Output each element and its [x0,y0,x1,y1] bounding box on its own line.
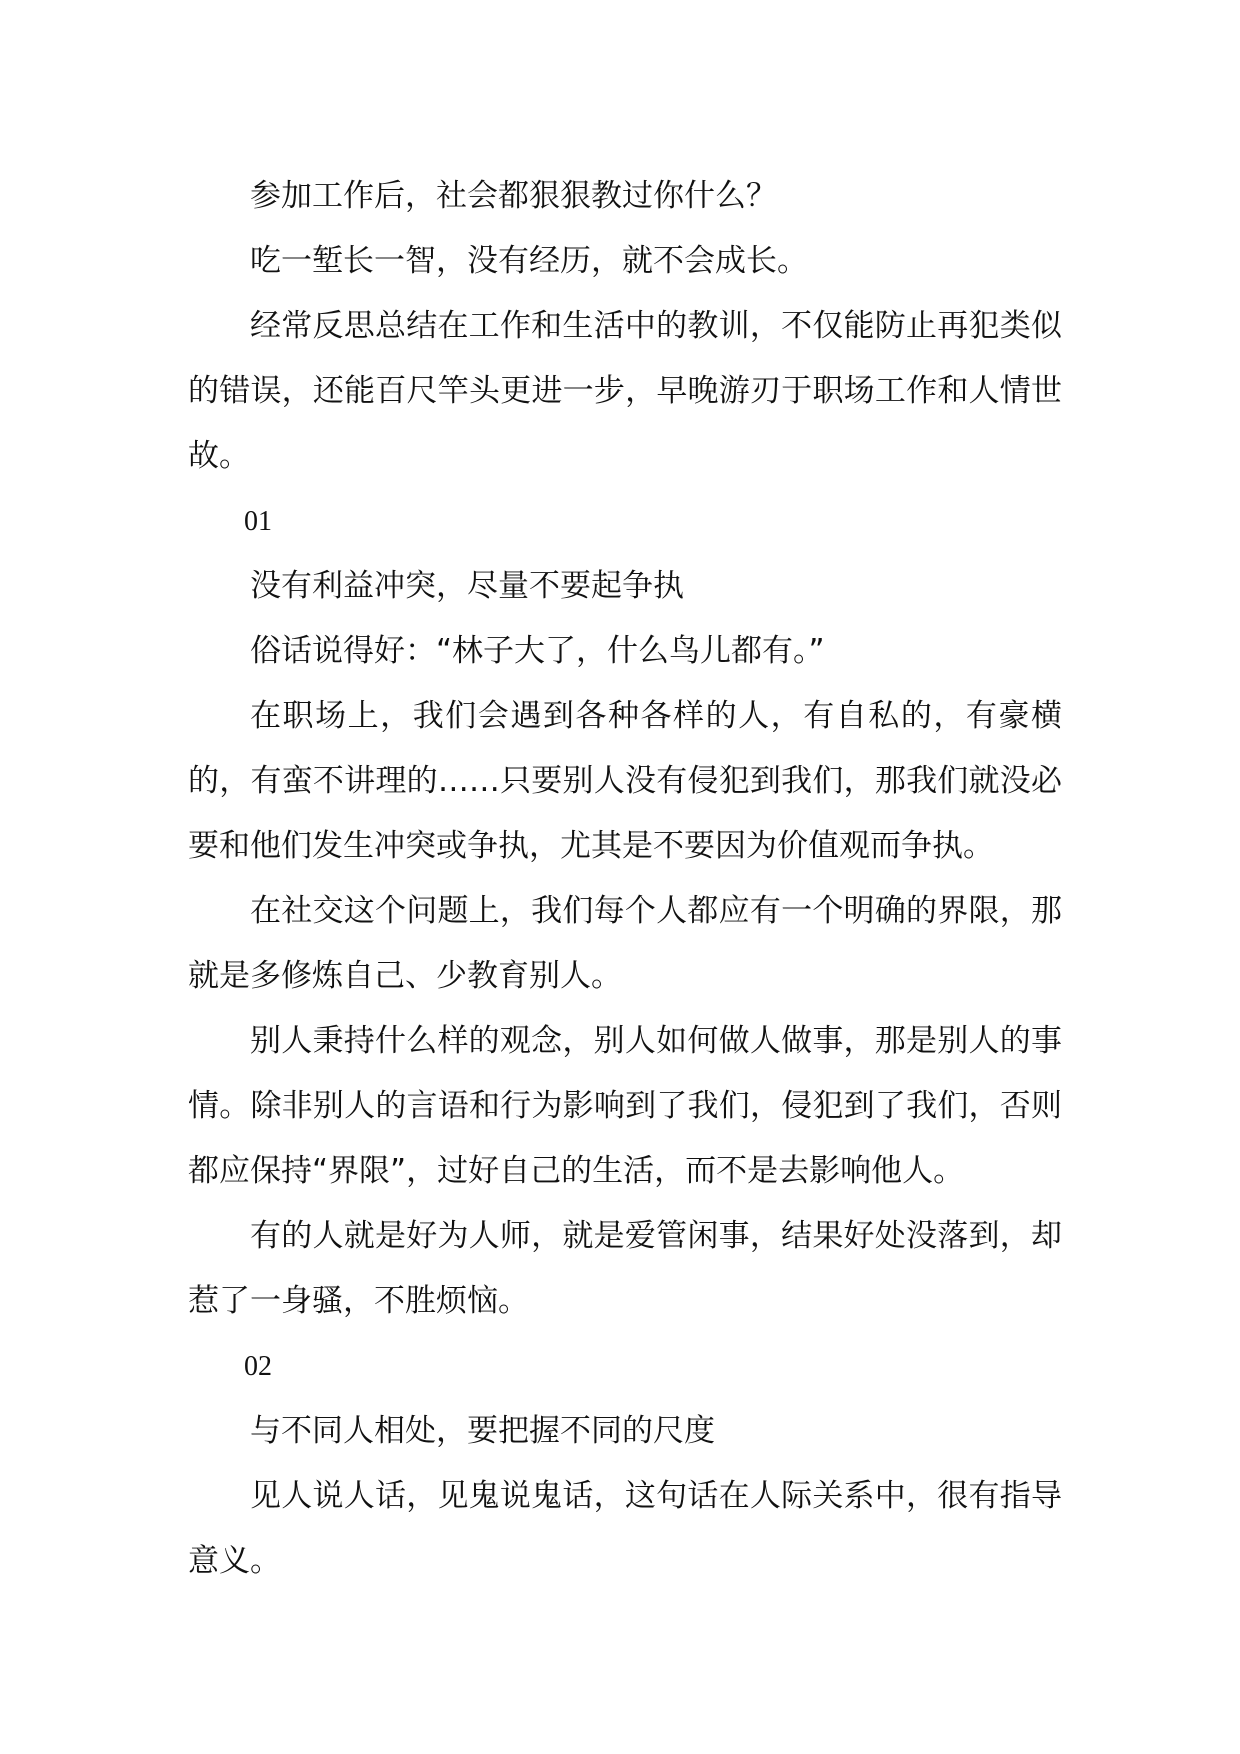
body-paragraph: 俗话说得好：“林子大了，什么鸟儿都有。” [250,633,825,669]
intro-question: 参加工作后，社会都狠狠教过你什么？ [250,178,777,214]
document-page [188,164,1062,1594]
intro-paragraph: 经常反思总结在工作和生活中的教训，不仅能防止再犯类似的错误，还能百尺竿头更进一步，早晚游刃于职场工作和人情世故。 [188,308,1062,474]
intro-proverb: 吃一堑长一智，没有经历，就不会成长。 [250,243,808,279]
body-paragraph: 在职场上，我们会遇到各种各样的人，有自私的，有豪横的，有蛮不讲理的……只要别人没有侵犯到我们，那我们就没必要和他们发生冲突或争执，尤其是不要因为价值观而争执。 [188,698,1062,864]
section-number-02: 02 [244,1351,272,1382]
body-paragraph: 别人秉持什么样的观念，别人如何做人做事，那是别人的事情。除非别人的言语和行为影响到了我们，侵犯到了我们，否则都应保持“界限”，过好自己的生活，而不是去影响他人。 [188,1023,1062,1189]
section-number-01: 01 [244,506,272,537]
section-heading-02: 与不同人相处，要把握不同的尺度 [250,1413,715,1449]
body-paragraph: 在社交这个问题上，我们每个人都应有一个明确的界限，那就是多修炼自己、少教育别人。 [188,893,1062,994]
section-heading-01: 没有利益冲突，尽量不要起争执 [250,568,684,604]
body-paragraph: 有的人就是好为人师，就是爱管闲事，结果好处没落到，却惹了一身骚，不胜烦恼。 [188,1218,1062,1319]
body-paragraph: 见人说人话，见鬼说鬼话，这句话在人际关系中，很有指导意义。 [188,1478,1062,1579]
